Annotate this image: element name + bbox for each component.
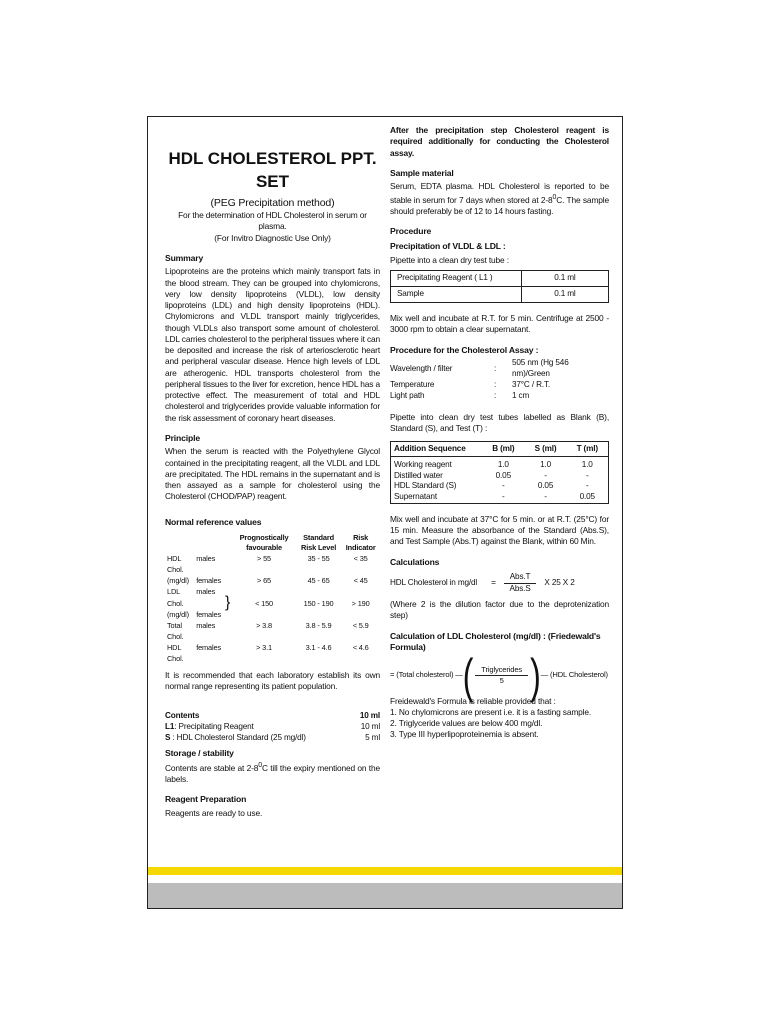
- assay-cell: -: [585, 481, 589, 491]
- table-row: [165, 642, 380, 664]
- ref-std: 35 - 55: [307, 554, 330, 564]
- ref-risk: < 45: [353, 576, 368, 586]
- assay-col-s: S (ml): [525, 441, 567, 457]
- reference-table: [165, 533, 380, 664]
- assay-cell: 1.0: [581, 460, 593, 470]
- ref-fav: > 3.1: [256, 642, 272, 652]
- mix-text: Mix well and incubate at R.T. for 5 min. Centrifuge at 2500 - 3000 rpm to obtain a clear supernatant.: [390, 313, 609, 335]
- degree-sup: 0: [552, 193, 557, 201]
- precip-item: Sample: [391, 287, 522, 303]
- document-title: HDL CHOLESTEROL PPT. SET: [168, 149, 377, 191]
- assay-cell: -: [502, 492, 505, 502]
- content-name: : HDL Cholesterol Standard (25 mg/dl): [170, 732, 306, 742]
- assay-col-b: B (ml): [482, 441, 525, 457]
- ref-sex: males: [196, 587, 216, 597]
- table-row: [391, 271, 609, 287]
- table-row: Light path : 1 cm: [390, 391, 609, 402]
- ref-sex: males: [196, 554, 216, 564]
- ref-col-favourable: Prognostically favourable: [239, 533, 289, 553]
- formula-numerator: Abs.T: [504, 572, 537, 584]
- assay-col-t: T (ml): [567, 441, 609, 457]
- table-row: [165, 553, 380, 575]
- param-value: 37°C / R.T.: [512, 380, 551, 390]
- formula-tail: X 25 X 2: [544, 578, 575, 588]
- assay-cell: Supernatant: [394, 492, 437, 502]
- ldl-heading: Calculation of LDL Cholesterol (mg/dl) : (Friedewald's Formula): [390, 630, 601, 653]
- storage-text-a: Contents are stable at 2-8: [165, 762, 259, 773]
- assay-cell: 1.0: [540, 460, 552, 470]
- assay-cell: Working reagent: [394, 460, 452, 470]
- table-row: [165, 722, 380, 733]
- ref-label: (mg/dl): [167, 609, 189, 619]
- sample-text-a: Serum, EDTA plasma. HDL Cholesterol is reported to be stable in serum for 7 days when stored at 2-8: [390, 181, 609, 205]
- assay-cell: Distilled water: [394, 470, 443, 480]
- content-name: : Precipitating Reagent: [174, 721, 254, 731]
- precip-item: Precipitating Reagent ( L1 ): [391, 271, 522, 287]
- contents-qty-header: 10 ml: [359, 710, 380, 720]
- ldl-lhs: = (Total cholesterol) —: [390, 670, 463, 680]
- product-insert-sheet: [147, 116, 623, 909]
- footer-bar: [148, 883, 622, 909]
- assay-cell: 0.05: [495, 470, 511, 480]
- reagent-prep-text: Reagents are ready to use.: [165, 807, 263, 818]
- ref-std: 45 - 65: [307, 576, 330, 586]
- ref-label: LDL Chol.: [167, 587, 184, 608]
- ref-label: HDL Chol.: [167, 554, 184, 575]
- assay-cell: HDL Standard (S): [394, 481, 457, 491]
- table-row: Wavelength / filter : 505 nm (Hg 546 nm)/Green: [390, 358, 609, 380]
- ref-sex: females: [196, 576, 222, 586]
- table-row: [391, 481, 609, 492]
- formula-lhs: HDL Cholesterol in mg/dl: [390, 578, 478, 588]
- open-paren-icon: (: [462, 648, 474, 703]
- method-subtitle: (PEG Precipitation method): [210, 197, 335, 209]
- ref-sex: females: [196, 609, 222, 619]
- precip-vol: 0.1 ml: [521, 271, 608, 287]
- invitro-note: (For Invitro Diagnostic Use Only): [214, 232, 331, 243]
- incubate-text: Mix well and incubate at 37°C for 5 min. or at R.T. (25°C) for 15 min. Measure the absorbance of the Standard (Abs.S), and Test Sample (Abs.T) against the Blank, within 60 Min.: [390, 513, 609, 547]
- table-row: Temperature : 37°C / R.T.: [390, 380, 609, 391]
- param-value: 1 cm: [512, 391, 530, 401]
- formula-fraction: [504, 572, 537, 595]
- brace-icon: }: [225, 594, 231, 612]
- right-intro: After the precipitation step Cholesterol reagent is required additionally for conducting the Cholesterol assay.: [390, 125, 609, 158]
- table-row: [165, 586, 380, 608]
- ref-sex: females: [196, 642, 222, 652]
- storage-text-b: C till the expiry mentioned on the labels.: [165, 762, 380, 785]
- ref-std: 150 - 190: [303, 598, 334, 608]
- sample-heading: Sample material: [390, 167, 454, 178]
- calc-note: (Where 2 is the dilution factor due to the deprotenization step): [390, 599, 609, 621]
- content-qty: 5 ml: [365, 732, 380, 742]
- reference-heading: Normal reference values: [165, 516, 262, 527]
- ref-sex: males: [196, 620, 216, 630]
- content-code: S: [165, 732, 171, 742]
- ldl-denominator: 5: [499, 676, 504, 686]
- principle-text: When the serum is reacted with the Polyethylene Glycol contained in the precipitating reagent, all the VLDL and LDL are precipitated. The HDL remains in the supernatant and is then assayed as a sample for cholesterol using the Cholesterol (CHOD/PAP) reagent.: [165, 446, 380, 502]
- storage-text: [165, 761, 380, 785]
- reference-note: It is recommended that each laboratory establish its own normal range representing its patient population.: [165, 670, 380, 692]
- assay-cell: -: [544, 470, 547, 480]
- ldl-condition-1: 1. No chylomicrons are present i.e. it is a fasting sample.: [390, 706, 592, 717]
- left-column: [165, 131, 380, 819]
- ref-fav: > 3.8: [256, 620, 272, 630]
- contents-table: [165, 711, 380, 744]
- assay-cell: 1.0: [497, 460, 509, 470]
- ref-std: 3.1 - 4.6: [305, 642, 332, 652]
- ldl-condition-2: 2. Triglyceride values are below 400 mg/dl.: [390, 718, 543, 729]
- accent-bar: [148, 867, 622, 875]
- sample-text: [390, 181, 609, 217]
- close-paren-icon: ): [530, 648, 541, 703]
- hdl-formula: [390, 572, 609, 595]
- precip-vol: 0.1 ml: [554, 289, 576, 299]
- table-row: [165, 575, 380, 586]
- assay-cell: 0.05: [537, 481, 554, 491]
- procedure-heading: Procedure: [390, 225, 432, 236]
- ref-col-risk: Risk Indicator: [345, 533, 376, 553]
- ref-col-standard: Standard Risk Level: [301, 533, 337, 553]
- param-key: Temperature: [390, 380, 435, 390]
- formula-eq: =: [491, 578, 496, 588]
- ref-risk: < 35: [353, 554, 368, 564]
- table-row: [391, 457, 609, 471]
- degree-sup: 0: [258, 762, 262, 770]
- ldl-rhs: — (HDL Cholesterol): [540, 670, 608, 680]
- precip-heading: Precipitation of VLDL & LDL :: [390, 241, 506, 252]
- assay-params: [390, 358, 609, 402]
- formula-denominator: Abs.S: [509, 584, 531, 594]
- reagent-prep-heading: Reagent Preparation: [165, 794, 247, 805]
- summary-heading: Summary: [165, 252, 204, 263]
- ref-label: (mg/dl): [167, 576, 189, 586]
- assay-cell: -: [585, 470, 589, 480]
- calculations-heading: Calculations: [390, 556, 440, 567]
- param-key: Light path: [390, 391, 425, 401]
- ldl-validity: Freidewald's Formula is reliable provided that :: [390, 695, 556, 706]
- table-row: [391, 287, 609, 303]
- assay-cell: 0.05: [579, 492, 595, 502]
- summary-text: Lipoproteins are the proteins which mainly transport fats in the blood stream. They can be grouped into chylomicrons, very low density lipoproteins (VLDL), low density lipoproteins (LDL) and high density lipoproteins (HDL). Chylomicrons and VLDL transport mainly triglycerides, though VLDLs also transport some amount of cholesterol. LDL carries cholesterol to the peripheral tissues where it can be deposited and increase the risk of arteriosclerotic heart and peripheral vascular disease. Hence high levels of LDL are atherogenic. HDL transports cholesterol from the peripheral tissues to the liver for excretion, hence HDL has a protective effect. The measurement of total and HDL cholesterol and triglycerides provide valuable information for the risk assessment of coronary heart diseases.: [165, 266, 380, 423]
- assay-cell: -: [502, 481, 505, 491]
- ref-label: Total Chol.: [167, 620, 184, 641]
- right-column: [390, 125, 609, 741]
- assay-heading: Procedure for the Cholesterol Assay :: [390, 344, 539, 355]
- precip-sub: Pipette into a clean dry test tube :: [390, 254, 509, 265]
- ref-fav: < 150: [255, 598, 274, 608]
- ldl-fraction: [475, 665, 528, 686]
- principle-heading: Principle: [165, 432, 200, 443]
- ref-label: HDL Chol.: [167, 642, 184, 664]
- sample-text-b: C. The sample should preferably be of 12 to 14 hours fasting.: [390, 194, 609, 216]
- ref-risk: < 5.9: [352, 620, 369, 630]
- table-row: [165, 733, 380, 744]
- content-qty: 10 ml: [360, 721, 380, 731]
- table-row: [391, 492, 609, 503]
- param-key: Wavelength / filter: [390, 363, 453, 373]
- contents-heading: Contents: [165, 710, 200, 720]
- precip-table: [390, 270, 609, 303]
- ldl-condition-3: 3. Type III hyperlipoproteinemia is absent.: [390, 729, 539, 740]
- pipette-text: Pipette into clean dry test tubes labelled as Blank (B), Standard (S), and Test (T) :: [390, 412, 609, 434]
- assay-col-sequence: Addition Sequence: [391, 441, 483, 457]
- content-code: L1: [165, 721, 175, 731]
- storage-heading: Storage / stability: [165, 747, 234, 758]
- ldl-numerator: Triglycerides: [475, 665, 528, 676]
- ref-risk: > 190: [351, 598, 370, 608]
- purpose-text: For the determination of HDL Cholesterol in serum or plasma.: [178, 210, 367, 232]
- assay-cell: -: [544, 492, 547, 502]
- assay-table: [390, 441, 609, 504]
- ref-risk: < 4.6: [352, 642, 369, 652]
- table-row: [391, 471, 609, 482]
- ref-fav: > 55: [257, 554, 272, 564]
- ref-std: 3.8 - 5.9: [305, 620, 332, 630]
- table-row: [165, 620, 380, 642]
- param-value: 505 nm (Hg 546 nm)/Green: [512, 358, 569, 379]
- ref-fav: > 65: [257, 576, 272, 586]
